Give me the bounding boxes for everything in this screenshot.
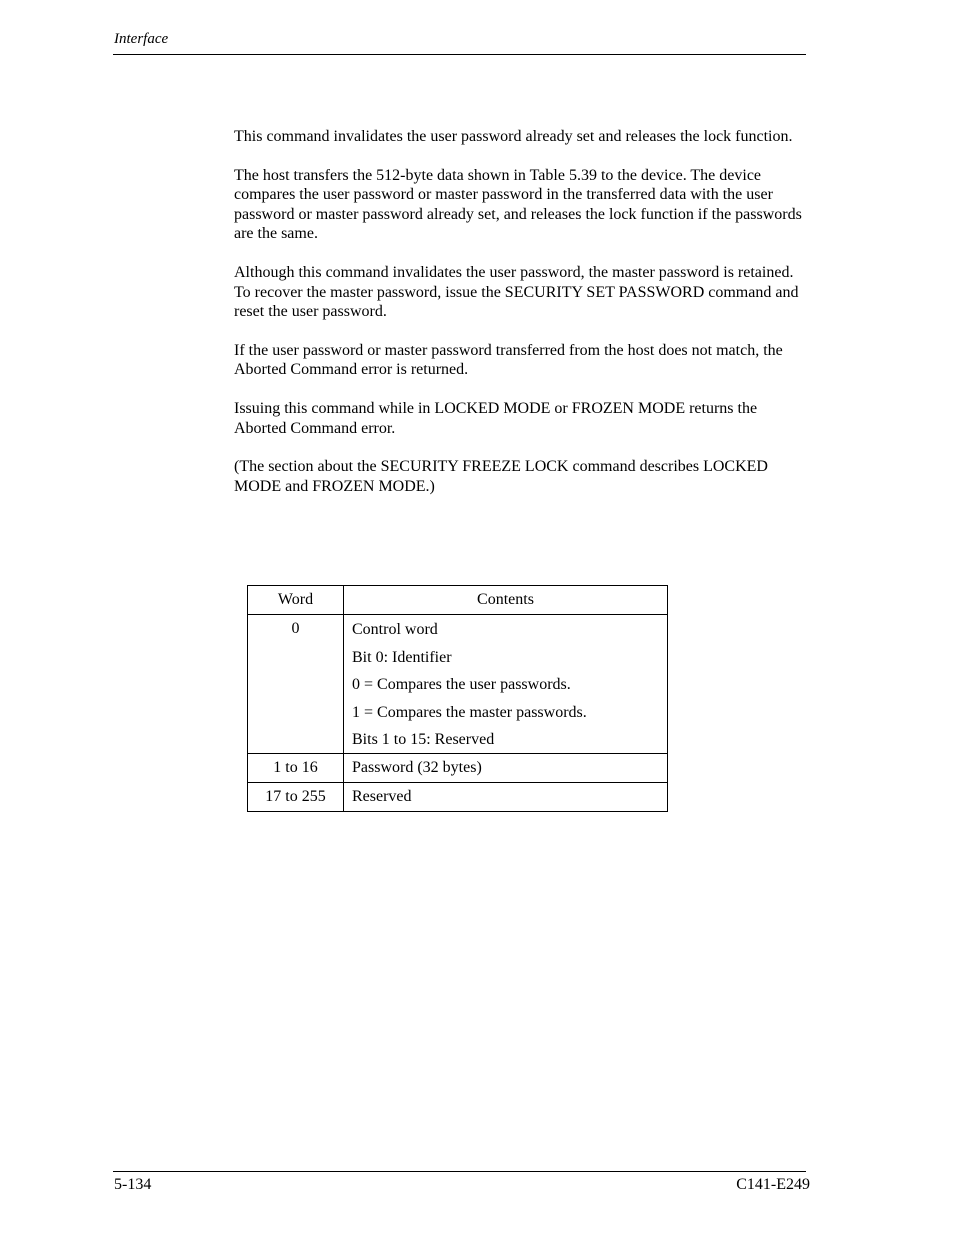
- word-cell: 0: [248, 615, 344, 754]
- contents-cell: Reserved: [344, 783, 668, 812]
- data-table: [247, 585, 668, 812]
- column-header-word: Word: [248, 586, 344, 615]
- paragraph: (The section about the SECURITY FREEZE LOCK command describes LOCKED MODE and FROZEN MODE.): [234, 458, 768, 495]
- document-code: C141-E249: [736, 1176, 810, 1193]
- contents-line: Bit 0: Identifier: [352, 648, 452, 666]
- paragraph: This command invalidates the user password already set and releases the lock function.: [234, 128, 793, 145]
- column-header-contents: Contents: [344, 586, 668, 615]
- table-row: [248, 783, 668, 812]
- contents-line: Control word: [352, 621, 438, 638]
- contents-cell: [344, 615, 668, 754]
- header-rule: [113, 54, 806, 55]
- table-row: [248, 754, 668, 783]
- table-row: [248, 615, 668, 754]
- footer-rule: [113, 1171, 806, 1172]
- paragraph: If the user password or master password transferred from the host does not match, the Aborted Command error is returned.: [234, 341, 783, 379]
- table-header-row: [248, 586, 668, 615]
- word-cell: 17 to 255: [248, 783, 344, 812]
- contents-cell: Password (32 bytes): [344, 754, 668, 783]
- running-header: Interface: [114, 31, 169, 47]
- paragraph: Issuing this command while in LOCKED MODE or FROZEN MODE returns the Aborted Command error.: [234, 399, 758, 437]
- page-number: 5-134: [114, 1176, 152, 1193]
- paragraph: Although this command invalidates the user password, the master password is retained. To recover the master password, issue the SECURITY SET PASSWORD command and reset the user password.: [234, 263, 799, 321]
- body-text: [234, 127, 809, 515]
- contents-line: 1 = Compares the master passwords.: [352, 703, 587, 721]
- contents-line: 0 = Compares the user passwords.: [352, 676, 571, 694]
- word-cell: 1 to 16: [248, 754, 344, 783]
- contents-line: Bits 1 to 15: Reserved: [352, 731, 495, 749]
- paragraph: The host transfers the 512-byte data shown in Table 5.39 to the device. The device compares the user password or master password in the transferred data with the user password or master password already set, and releases the lock function if the passwords are the same.: [234, 166, 802, 243]
